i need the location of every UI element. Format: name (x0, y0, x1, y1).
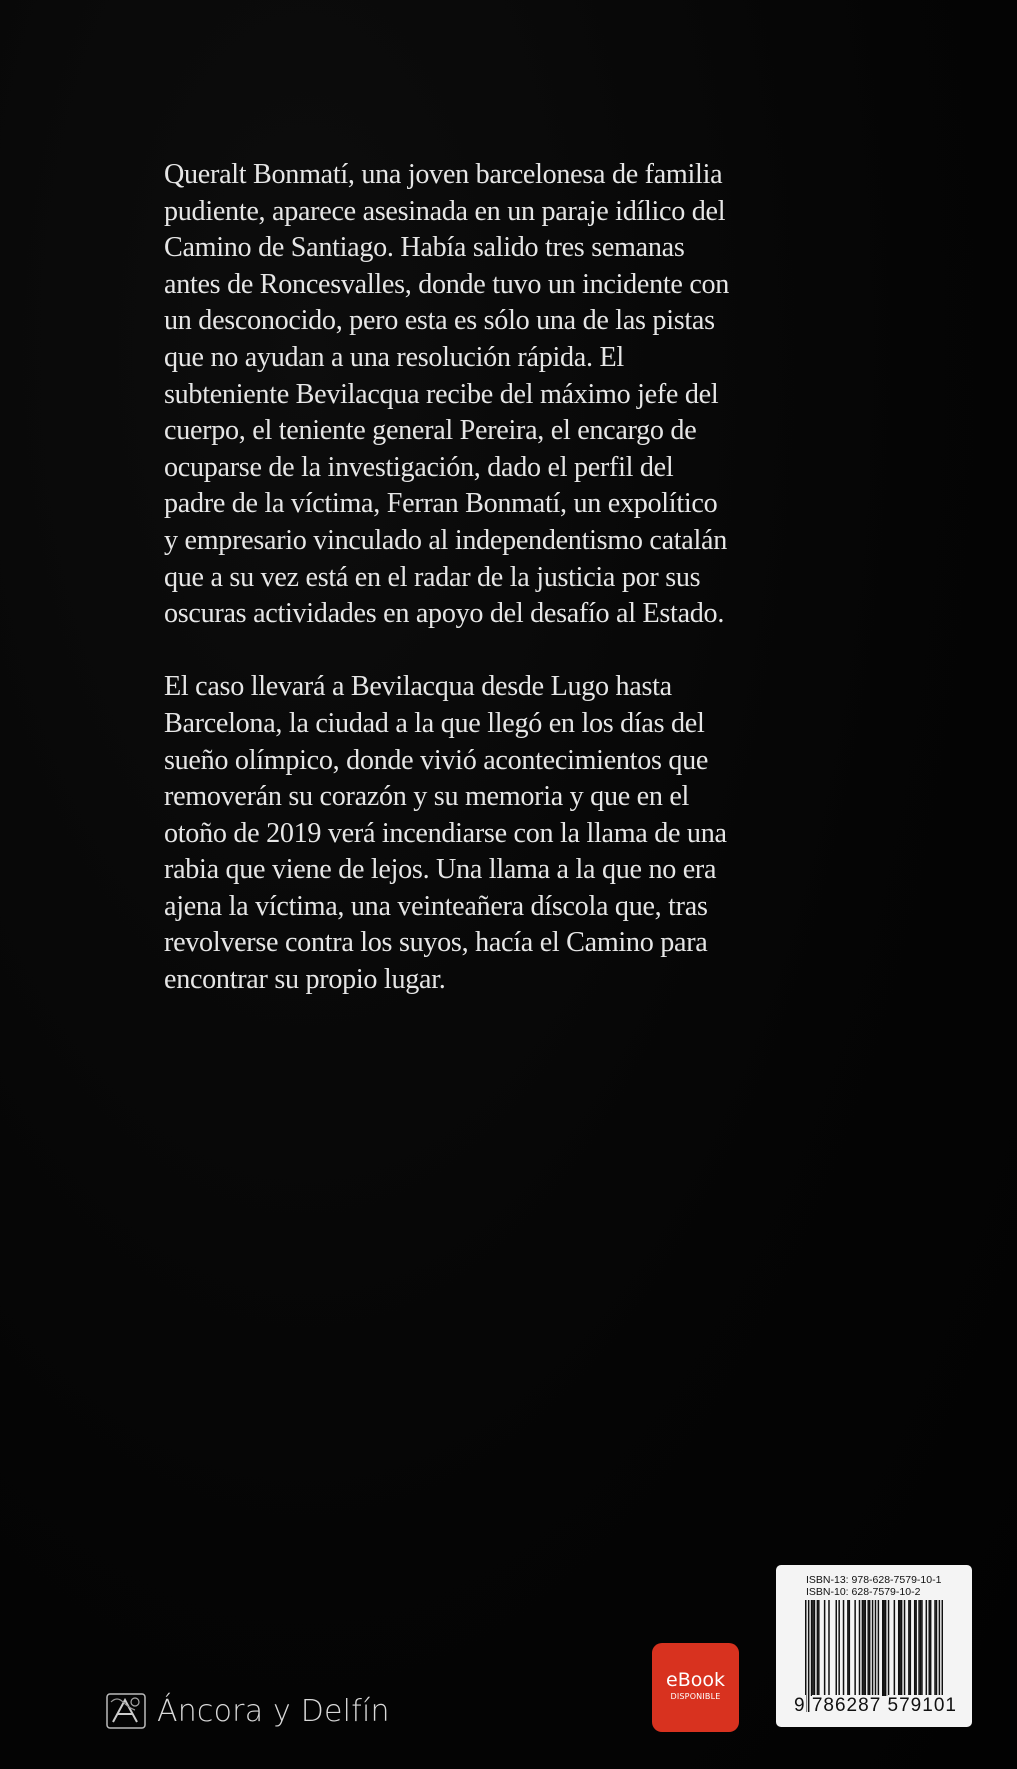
barcode-bar (918, 1600, 920, 1696)
barcode-bar (920, 1600, 922, 1696)
barcode-bar (899, 1600, 901, 1696)
blurb-line: y empresario vinculado al independentismo catalán (164, 523, 727, 556)
barcode-bar (921, 1600, 923, 1696)
barcode-bar (854, 1600, 856, 1696)
publisher-name: Áncora y Delfín (157, 1693, 390, 1729)
barcode-bar (930, 1600, 932, 1696)
barcode-bar (818, 1600, 820, 1696)
barcode-bar (838, 1600, 840, 1696)
barcode-bar (859, 1600, 861, 1696)
blurb-line: ajena la víctima, una veinteañera díscola que, tras (164, 889, 708, 922)
barcode-bar (908, 1600, 910, 1696)
barcode-digit-first: 9 (794, 1695, 806, 1716)
barcode-bar (847, 1600, 849, 1696)
barcode-bar (867, 1600, 869, 1696)
barcode-bar (869, 1600, 871, 1696)
barcode-bar (914, 1600, 916, 1696)
barcode-digits (794, 1696, 957, 1716)
barcode-bar (936, 1600, 938, 1696)
ebook-badge-subtitle: DISPONIBLE (670, 1692, 721, 1701)
blurb-line: sueño olímpico, donde vivió acontecimientos que (164, 743, 709, 776)
blurb-line: Camino de Santiago. Había salido tres semanas (164, 231, 685, 264)
blurb-line: oscuras actividades en apoyo del desafío al Estado. (164, 597, 725, 630)
ebook-available-badge (652, 1643, 739, 1732)
blurb-line: El caso llevará a Bevilacqua desde Lugo hasta (164, 670, 672, 703)
blurb-line: revolverse contra los suyos, hacía el Camino para (164, 926, 708, 959)
barcode-bar (901, 1600, 903, 1696)
blurb-line: otoño de 2019 verá incendiarse con la llama de una (164, 816, 727, 849)
barcode-bar (888, 1600, 890, 1696)
blurb-line: padre de la víctima, Ferran Bonmatí, un expolítico (164, 487, 718, 520)
publisher-emblem-icon (105, 1690, 147, 1732)
barcode-bar (885, 1600, 887, 1696)
barcode-bar (882, 1600, 884, 1696)
barcode-bar (883, 1600, 885, 1696)
barcode-bar (849, 1600, 851, 1696)
barcode-bar (862, 1600, 864, 1696)
barcode-bar (836, 1600, 838, 1696)
blurb-paragraph (164, 156, 747, 632)
barcode-bar (814, 1600, 816, 1696)
barcode-bar (828, 1600, 830, 1696)
barcode-bar (824, 1600, 826, 1696)
blurb-line: que no ayudan a una resolución rápida. El (164, 340, 624, 373)
barcode-bar (915, 1600, 917, 1696)
barcode-bar (812, 1600, 814, 1696)
barcode-bar (878, 1600, 880, 1696)
blurb-line: subteniente Bevilacqua recibe del máximo jefe del (164, 377, 719, 410)
isbn-13: ISBN-13: 978-628-7579-10-1 (806, 1574, 942, 1586)
isbn-barcode-label (776, 1565, 972, 1727)
blurb-line: Barcelona, la ciudad a la que llegó en los días del (164, 706, 705, 739)
barcode-bar (898, 1600, 900, 1696)
barcode-bar (904, 1600, 906, 1696)
back-cover-blurb (164, 156, 747, 998)
barcode-bar (894, 1600, 896, 1696)
barcode-digits-right: 579101 (887, 1695, 957, 1716)
blurb-line: rabia que viene de lejos. Una llama a la que no era (164, 853, 717, 886)
barcode-bar (934, 1600, 936, 1696)
isbn-10: ISBN-10: 628-7579-10-2 (806, 1586, 921, 1598)
ebook-badge-title: eBook (666, 1669, 725, 1691)
blurb-line: removerán su corazón y su memoria y que en el (164, 780, 690, 813)
blurb-line: encontrar su propio lugar. (164, 963, 446, 996)
blurb-line: Queralt Bonmatí, una joven barcelonesa de familia (164, 158, 723, 190)
barcode-bar (928, 1600, 930, 1696)
blurb-line: ocuparse de la investigación, dado el perfil del (164, 450, 674, 483)
barcode-bar (865, 1600, 867, 1696)
blurb-line: un desconocido, pero esta es sólo una de las pistas (164, 304, 715, 337)
barcode-bar (843, 1600, 845, 1696)
barcode-bar (863, 1600, 865, 1696)
barcode-digits-left: 786287 (811, 1695, 882, 1716)
blurb-line: pudiente, aparece asesinada en un paraje idílico del (164, 194, 726, 227)
blurb-paragraph (164, 668, 747, 997)
blurb-line: antes de Roncesvalles, donde tuvo un incidente con (164, 267, 730, 300)
publisher-logo (105, 1690, 390, 1732)
barcode-bar (817, 1600, 819, 1696)
barcode-bar (811, 1600, 813, 1696)
blurb-line: que a su vez está en el radar de la justicia por sus (164, 560, 701, 593)
barcode-bar (910, 1600, 912, 1696)
barcode-bar (926, 1600, 928, 1696)
blurb-line: cuerpo, el teniente general Pereira, el encargo de (164, 414, 697, 447)
